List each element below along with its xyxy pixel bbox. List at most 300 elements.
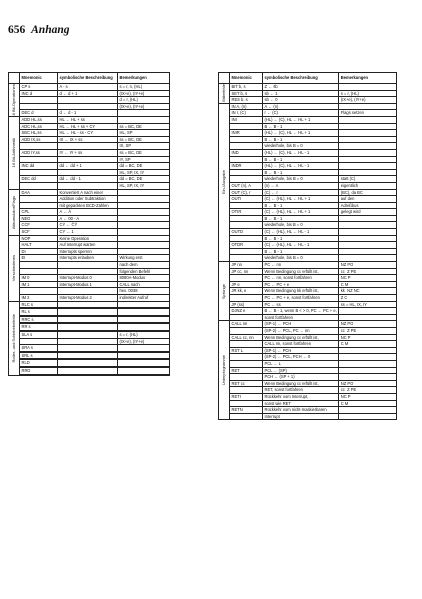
instruction-row [219, 156, 397, 163]
description-cell: (HL) ← (C), HL ← HL - 1 [263, 163, 339, 170]
instruction-row [9, 202, 170, 209]
remarks-cell: (IX+e), (IY+e) [118, 103, 170, 110]
mnemonic-cell: OTDR [230, 242, 263, 249]
mnemonic-cell: IN A, (n) [230, 103, 263, 110]
description-cell [58, 156, 118, 163]
mnemonic-cell [230, 354, 263, 361]
description-cell: (C) ← (HL), HL ← HL + 1 [263, 209, 339, 216]
mnemonic-cell: ADD IX,ss [20, 136, 58, 143]
remarks-cell [339, 407, 397, 414]
mnemonic-cell: BIT b, s [230, 84, 263, 91]
instruction-row [9, 189, 170, 196]
mnemonic-cell: EI [20, 255, 58, 262]
description-cell [58, 268, 118, 275]
instruction-row [9, 169, 170, 176]
mnemonic-cell: INIR [230, 130, 263, 137]
description-cell: (C) ← r [263, 189, 339, 196]
mnemonic-cell [20, 156, 58, 163]
remarks-cell: 8080A-Modus [118, 275, 170, 282]
mnemonic-cell: SRL s [20, 352, 58, 359]
instruction-row [9, 281, 170, 288]
mnemonic-cell [230, 143, 263, 150]
description-cell: Interrupts erlauben [58, 255, 118, 262]
remarks-cell [118, 248, 170, 255]
instruction-row [219, 393, 397, 400]
description-cell [58, 345, 118, 352]
mnemonic-cell: INC d [20, 90, 58, 97]
mnemonic-cell [20, 97, 58, 104]
remarks-cell [339, 354, 397, 361]
remarks-cell [339, 123, 397, 130]
remarks-cell [339, 130, 397, 137]
mnemonic-cell [20, 182, 58, 189]
instruction-row [219, 196, 397, 203]
mnemonic-cell: SRA s [20, 345, 58, 352]
description-cell [58, 143, 118, 150]
description-cell: PC ← PC + e, sonst fortfahren [263, 295, 339, 302]
instruction-row [219, 176, 397, 183]
instruction-row [9, 367, 170, 374]
instruction-row [219, 341, 397, 348]
remarks-cell: statt (C) [339, 176, 397, 183]
group-label-cell [9, 84, 20, 117]
instruction-row [219, 262, 397, 269]
remarks-cell: hex. 0038 [118, 288, 170, 295]
instruction-row [219, 103, 397, 110]
remarks-cell [339, 116, 397, 123]
description-cell: sb ← 1 [263, 90, 339, 97]
description-cell [58, 262, 118, 269]
remarks-cell [339, 222, 397, 229]
instruction-row [9, 338, 170, 345]
mnemonic-cell: DI [20, 248, 58, 255]
instruction-row [219, 222, 397, 229]
instruction-row [9, 229, 170, 236]
instruction-row [219, 182, 397, 189]
remarks-cell: ss = BC, DE [118, 123, 170, 130]
description-cell: wiederhole, bis B = 0 [263, 143, 339, 150]
mnemonic-cell: JP nn [230, 262, 263, 269]
mnemonic-cell [230, 275, 263, 282]
description-cell: Interrupt [263, 413, 339, 420]
instruction-row [9, 295, 170, 302]
mnemonic-cell: IM 0 [20, 275, 58, 282]
description-cell: (SP-2) ← PCL, PC ← nn [263, 327, 339, 334]
description-cell [58, 331, 118, 338]
instruction-row [9, 262, 170, 269]
remarks-cell: Flags setzen [339, 110, 397, 117]
mnemonic-cell: ADC HL,ss [20, 123, 58, 130]
group-label: Ein-/Ausgabe [221, 170, 227, 195]
description-cell: (C) ← (HL), HL ← HL - 1 [263, 242, 339, 249]
remarks-cell: ss = HL, IX, IY [339, 301, 397, 308]
description-cell: PC ← ss [263, 301, 339, 308]
instruction-row [9, 84, 170, 91]
remarks-cell [339, 84, 397, 91]
remarks-cell: indirekter Aufruf [118, 295, 170, 302]
instruction-row [9, 97, 170, 104]
remarks-cell [118, 222, 170, 229]
mnemonic-cell: INI [230, 116, 263, 123]
description-cell: Interrupt-Modus 2 [58, 295, 118, 302]
instruction-row [9, 209, 170, 216]
remarks-cell: NZ PO [339, 262, 397, 269]
instruction-row [9, 143, 170, 150]
instruction-row [219, 275, 397, 282]
instruction-row [219, 347, 397, 354]
mnemonic-cell: SBC HL,ss [20, 130, 58, 137]
instruction-row [219, 400, 397, 407]
remarks-cell [339, 374, 397, 381]
description-cell: wiederhole, bis B = 0 [263, 222, 339, 229]
description-cell: B ← B - 1 [263, 136, 339, 143]
instruction-row [9, 103, 170, 110]
remarks-cell: eigentlich [339, 182, 397, 189]
remarks-cell: cc Z PE [339, 387, 397, 394]
instruction-row [219, 90, 397, 97]
group-label-cell [219, 84, 230, 104]
description-cell: (C) ← (HL), HL ← HL - 1 [263, 229, 339, 236]
remarks-cell: nach dem [118, 262, 170, 269]
remarks-cell [118, 116, 170, 123]
mnemonic-cell: CALL nn [230, 321, 263, 328]
description-cell: PC ← nn, sonst fortfahren [263, 275, 339, 282]
remarks-cell: NC P [339, 393, 397, 400]
instruction-row [219, 189, 397, 196]
instruction-row [219, 380, 397, 387]
description-cell [58, 103, 118, 110]
description-cell [58, 301, 118, 308]
mnemonic-cell [230, 413, 263, 420]
group-label: 8 Bit-Operationen [11, 84, 17, 116]
instruction-row [9, 90, 170, 97]
mnemonic-cell [20, 169, 58, 176]
remarks-cell [118, 360, 170, 367]
remarks-cell [118, 242, 170, 249]
instruction-row [9, 324, 170, 331]
mnemonic-cell: OUT (n), A [230, 182, 263, 189]
mnemonic-cell [230, 176, 263, 183]
instruction-row [9, 316, 170, 323]
mnemonic-cell: RST L [230, 347, 263, 354]
description-cell: sonst wie RET [263, 400, 339, 407]
remarks-cell: HL, SP, IX, IY [118, 182, 170, 189]
description-cell: A ← 00 - A [58, 215, 118, 222]
mnemonic-cell: JP e [230, 281, 263, 288]
remarks-cell [118, 324, 170, 331]
mnemonic-cell [230, 400, 263, 407]
instruction-row [9, 248, 170, 255]
remarks-cell [339, 156, 397, 163]
remarks-cell [118, 301, 170, 308]
remarks-cell [339, 314, 397, 321]
instruction-row [219, 288, 397, 295]
mnemonic-cell [230, 136, 263, 143]
mnemonic-cell: INC dd [20, 163, 58, 170]
instruction-row [219, 321, 397, 328]
header-description: symbolische Beschreibung [263, 73, 339, 84]
mnemonic-cell [230, 295, 263, 302]
remarks-cell [118, 235, 170, 242]
description-cell: d ← d - 1 [58, 110, 118, 117]
remarks-cell: NC P [339, 334, 397, 341]
mnemonic-cell: RR s [20, 324, 58, 331]
remarks-cell [339, 169, 397, 176]
mnemonic-cell [230, 123, 263, 130]
description-cell: (HL) ← (C), HL ← HL + 1 [263, 130, 339, 137]
description-cell [58, 97, 118, 104]
instruction-row [219, 84, 397, 91]
instruction-row [9, 235, 170, 242]
mnemonic-cell [230, 360, 263, 367]
instruction-row [9, 110, 170, 117]
mnemonic-cell: CCF [20, 222, 58, 229]
description-cell: Keine Operation [58, 235, 118, 242]
remarks-cell [118, 209, 170, 216]
mnemonic-cell: RL s [20, 309, 58, 316]
instruction-row [9, 130, 170, 137]
group-label-cell [219, 321, 230, 420]
instruction-row [219, 110, 397, 117]
instruction-row [9, 215, 170, 222]
description-cell: B ← B - 1 [263, 123, 339, 130]
mnemonic-cell [230, 327, 263, 334]
mnemonic-cell [230, 248, 263, 255]
description-cell: B ← B - 1, wenn B < > 0, PC ← PC + e, [264, 308, 337, 314]
instruction-row [219, 301, 397, 308]
header-remarks: Bemerkungen [339, 73, 397, 84]
instruction-row [9, 360, 170, 367]
instruction-row [219, 248, 397, 255]
description-cell: (HL) ← (C), HL ← HL - 1 [263, 149, 339, 156]
mnemonic-cell [230, 374, 263, 381]
description-cell: Z ← s̄b [263, 84, 339, 91]
group-label: Akkumulator/Flags [11, 195, 17, 229]
instruction-row [219, 143, 397, 150]
mnemonic-cell: ADD HL,ss [20, 116, 58, 123]
description-cell [58, 352, 118, 359]
remarks-cell: C M [339, 341, 397, 348]
instruction-row [9, 242, 170, 249]
mnemonic-cell: SCF [20, 229, 58, 236]
remarks-cell [339, 235, 397, 242]
instruction-row [9, 331, 170, 338]
remarks-cell [339, 149, 397, 156]
mnemonic-cell: OTIR [230, 209, 263, 216]
description-cell: Rückkehr vom Interrupt, [263, 393, 339, 400]
description-cell [58, 360, 118, 367]
mnemonic-cell [230, 255, 263, 262]
mnemonic-cell: NEG [20, 215, 58, 222]
description-cell: PCH ← (SP + 1) [263, 374, 339, 381]
instruction-row [219, 314, 397, 321]
remarks-cell [118, 110, 170, 117]
remarks-cell: Adreßbus [339, 202, 397, 209]
description-cell: HL ← HL + ss + CY [58, 123, 118, 130]
instruction-row [9, 149, 170, 156]
description-cell: HL ← HL + ss [58, 116, 118, 123]
remarks-cell: C M [339, 400, 397, 407]
mnemonic-cell: RRC s [20, 316, 58, 323]
remarks-cell: s = r, n, (HL) [118, 84, 170, 91]
mnemonic-cell [20, 374, 58, 375]
description-cell: B ← B - 1 [263, 156, 339, 163]
instruction-row [219, 367, 397, 374]
mnemonic-cell: RLD [20, 360, 58, 367]
instruction-row [9, 176, 170, 183]
remarks-cell: NZ PO [339, 380, 397, 387]
mnemonic-cell: OUTD [230, 229, 263, 236]
group-label-cell [9, 189, 20, 235]
description-cell: Rückkehr vom nicht-maskierbaren [263, 407, 339, 414]
instruction-row [9, 255, 170, 262]
remarks-cell [339, 242, 397, 249]
header-mnemonic: Mnemonic [20, 73, 58, 84]
remarks-cell: Wirkung erst [118, 255, 170, 262]
remarks-cell [118, 202, 170, 209]
instruction-row [9, 182, 170, 189]
mnemonic-cell: DJNZ e [230, 308, 263, 315]
description-cell: PC ← PC + e [263, 281, 339, 288]
instruction-row [219, 202, 397, 209]
instruction-row [219, 149, 397, 156]
instruction-row [219, 130, 397, 137]
group-label: Sprünge [221, 283, 227, 299]
instruction-row [219, 374, 397, 381]
description-cell: IY ← IY + ss [58, 149, 118, 156]
description-cell: mit gepackten BCD-Zahlen [58, 202, 118, 209]
instruction-row [219, 97, 397, 104]
remarks-cell [118, 229, 170, 236]
remarks-cell: NC P [339, 275, 397, 282]
mnemonic-cell: SLA s [20, 331, 58, 338]
description-cell: (SP-1) ← PCH [263, 347, 339, 354]
remarks-cell [339, 367, 397, 374]
description-cell: Wenn Bedingung cc erfüllt ist, [263, 380, 339, 387]
group-label-cell [219, 103, 230, 261]
description-cell: Interrupt-Modus 1 [58, 281, 118, 288]
remarks-cell: folgenden Befehl [118, 268, 170, 275]
description-cell: CY ← C̄Ȳ [58, 222, 118, 229]
description-cell: wiederhole, bis B = 0 [263, 255, 339, 262]
description-cell: (SP-2) ← PCL, PCH ← 0 [263, 354, 339, 361]
remarks-cell: ss = BC, DE [118, 149, 170, 156]
description-cell [58, 324, 118, 331]
instruction-row [9, 156, 170, 163]
description-cell: Addition oder Subtraktion [58, 196, 118, 203]
instruction-row [9, 345, 170, 352]
group-label: Rotier- und Schiebebefehle [11, 313, 17, 363]
mnemonic-cell: IND [230, 149, 263, 156]
description-cell: B ← B - 1 [263, 235, 339, 242]
instruction-row [219, 163, 397, 170]
mnemonic-cell [230, 235, 263, 242]
mnemonic-cell: DEC dd [20, 176, 58, 183]
description-cell: wiederhole, bis B = 0 [263, 176, 339, 183]
description-cell: CY ← 1 [58, 229, 118, 236]
description-cell: (C) ← (HL), HL ← HL + 1 [263, 196, 339, 203]
description-cell: Wenn Bedingung kk erfüllt ist, [263, 288, 339, 295]
description-cell [58, 309, 118, 316]
remarks-cell: Z C [339, 295, 397, 302]
instruction-row [219, 281, 397, 288]
mnemonic-cell: RETI [230, 393, 263, 400]
instruction-row [219, 268, 397, 275]
description-cell [58, 338, 118, 345]
group-label-cell [9, 235, 20, 301]
instruction-row [219, 123, 397, 130]
mnemonic-cell [20, 262, 58, 269]
remarks-cell [339, 255, 397, 262]
instruction-row [219, 169, 397, 176]
remarks-cell [339, 143, 397, 150]
group-label-cell [9, 301, 20, 375]
description-cell [58, 182, 118, 189]
mnemonic-cell: RETN [230, 407, 263, 414]
mnemonic-cell [20, 196, 58, 203]
instruction-row [219, 360, 397, 367]
mnemonic-cell [20, 103, 58, 110]
instruction-row [219, 209, 397, 216]
description-cell: PC ← nn [263, 262, 339, 269]
mnemonic-cell: RRD [20, 367, 58, 374]
mnemonic-cell [230, 341, 263, 348]
mnemonic-cell: RET cc [230, 380, 263, 387]
description-cell: dd ← dd + 1 [58, 163, 118, 170]
instruction-row [9, 163, 170, 170]
remarks-cell [118, 345, 170, 352]
description-cell: d ← d + 1 [58, 90, 118, 97]
header-description: symbolische Beschreibung [58, 73, 118, 84]
description-cell: Interrupts sperren [58, 248, 118, 255]
mnemonic-cell [20, 202, 58, 209]
description-cell: sb ← 0 [263, 97, 339, 104]
description-cell [58, 374, 118, 375]
instruction-row [219, 242, 397, 249]
remarks-cell: dd = BC, DE [118, 176, 170, 183]
remarks-cell: dd = BC, DE [118, 163, 170, 170]
remarks-cell: ss = BC, DE [118, 136, 170, 143]
description-cell: B ← B - 1 [263, 215, 339, 222]
group-label-cell [9, 116, 20, 189]
mnemonic-cell: RET [230, 367, 263, 374]
description-cell [58, 367, 118, 374]
instruction-row [219, 116, 397, 123]
remarks-cell [339, 248, 397, 255]
instruction-row [219, 334, 397, 341]
remarks-cell [339, 215, 397, 222]
group-label: 16 Bit-Arithmetik [11, 138, 17, 168]
description-cell: B ← B - 1 [263, 202, 339, 209]
description-cell: A ← (n) [263, 103, 339, 110]
remarks-cell [118, 215, 170, 222]
instruction-row [219, 255, 397, 262]
mnemonic-cell: OUTI [230, 196, 263, 203]
remarks-cell: cc Z PE [339, 268, 397, 275]
description-cell: dd ← dd - 1 [58, 176, 118, 183]
description-cell: Auf Interrupt warten [58, 242, 118, 249]
remarks-cell: C M [339, 281, 397, 288]
instruction-row [219, 136, 397, 143]
description-cell: B ← B - 1 [263, 248, 339, 255]
page-title: Anhang [31, 24, 70, 36]
instruction-row [9, 136, 170, 143]
description-cell [58, 169, 118, 176]
remarks-cell [118, 316, 170, 323]
mnemonic-cell: IN r, (C) [230, 110, 263, 117]
mnemonic-cell: ADD IY,ss [20, 149, 58, 156]
mnemonic-cell: OUT (C), r [230, 189, 263, 196]
